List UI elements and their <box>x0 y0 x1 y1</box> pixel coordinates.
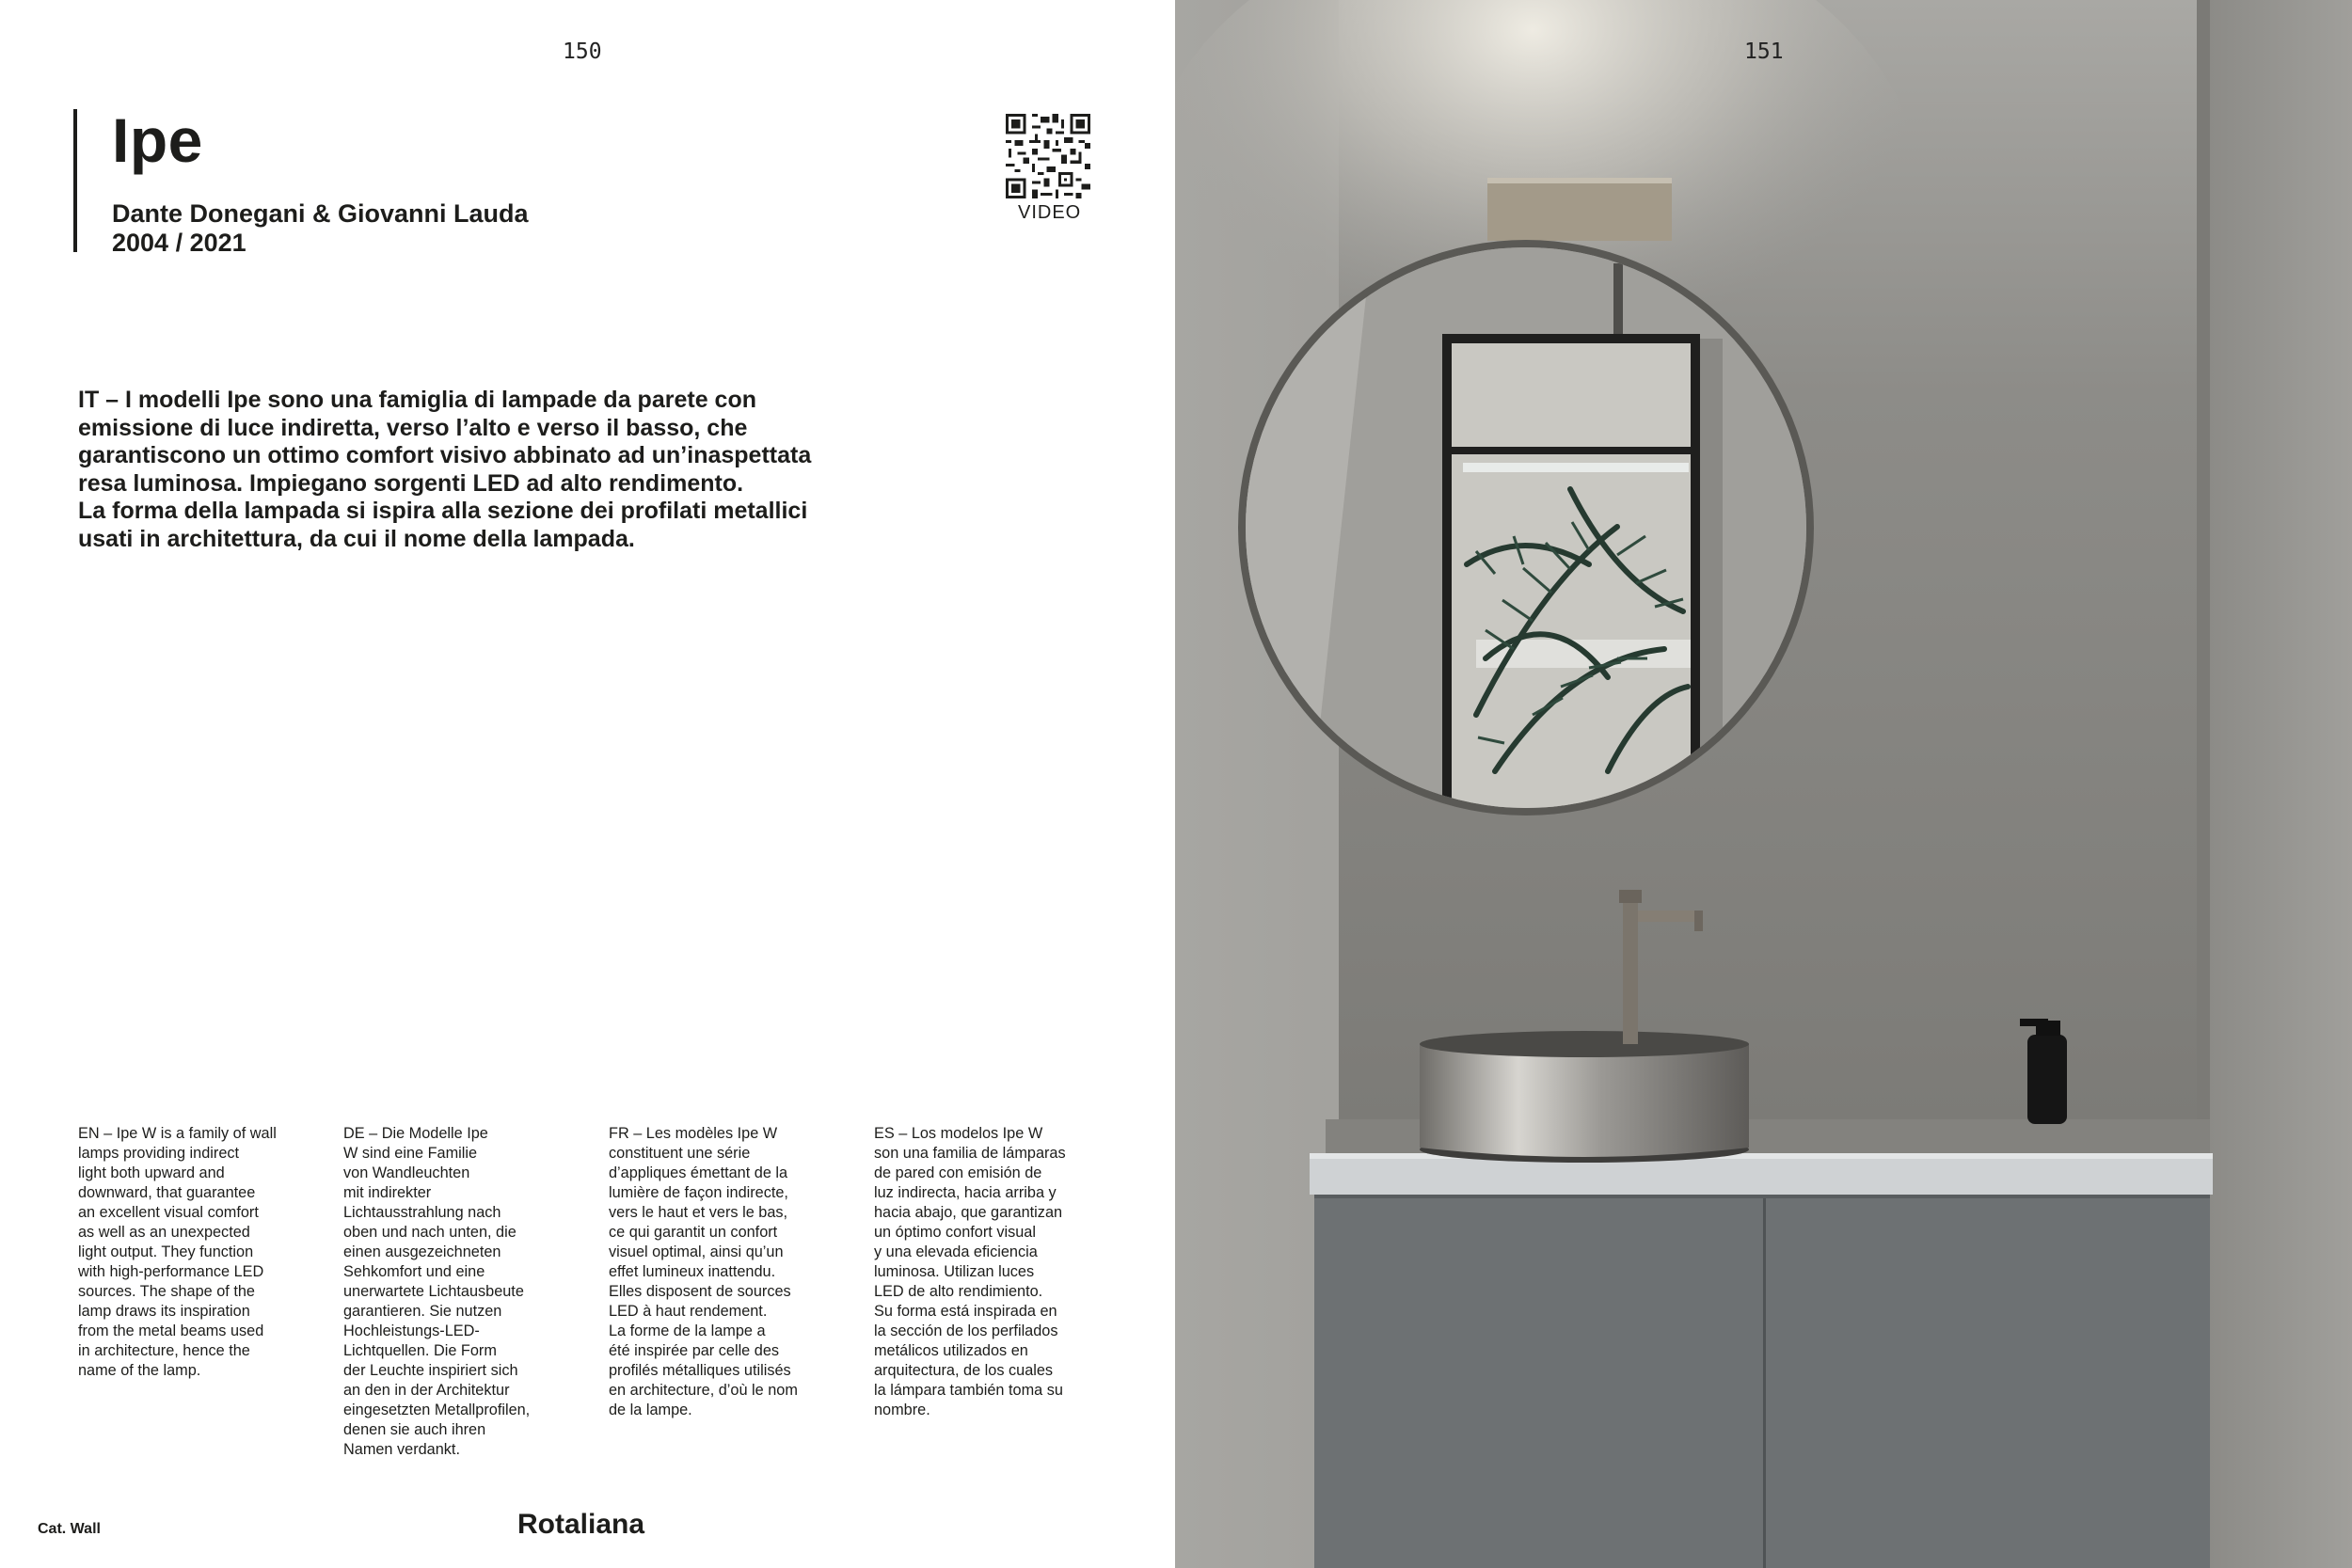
column-line: Lichtausstrahlung nach <box>343 1204 501 1221</box>
column-line: downward, that guarantee <box>78 1184 256 1201</box>
designer-block <box>112 199 529 258</box>
text-column-de <box>343 1124 569 1460</box>
column-line: nombre. <box>874 1402 930 1418</box>
intro-it <box>78 387 887 553</box>
column-line: W sind eine Familie <box>343 1145 478 1162</box>
column-line: d’appliques émettant de la <box>609 1164 788 1181</box>
column-line: Su forma está inspirada en <box>874 1303 1057 1320</box>
column-line: name of the lamp. <box>78 1362 201 1379</box>
column-line: Sehkomfort und eine <box>343 1263 485 1280</box>
text-column-es <box>874 1124 1100 1420</box>
column-line: LED à haut rendement. <box>609 1303 768 1320</box>
column-line: Namen verdankt. <box>343 1441 460 1458</box>
qr-code-icon[interactable] <box>1006 114 1090 198</box>
column-line: from the metal beams used <box>78 1323 264 1339</box>
column-line: der Leuchte inspiriert sich <box>343 1362 518 1379</box>
column-line: lamp draws its inspiration <box>78 1303 250 1320</box>
column-line: profilés métalliques utilisés <box>609 1362 791 1379</box>
page-number-left: 150 <box>563 40 602 64</box>
column-line: effet lumineux inattendu. <box>609 1263 776 1280</box>
page-number-right: 151 <box>1744 40 1784 64</box>
column-line: vers le haut et vers le bas, <box>609 1204 788 1221</box>
footer-category: Cat. Wall <box>38 1521 101 1537</box>
column-line: EN – Ipe W is a family of wall <box>78 1125 277 1142</box>
column-line: von Wandleuchten <box>343 1164 470 1181</box>
column-line: as well as an unexpected <box>78 1224 250 1241</box>
column-line: un óptimo confort visual <box>874 1224 1036 1241</box>
text-column-fr <box>609 1124 834 1420</box>
column-line: luz indirecta, hacia arriba y <box>874 1184 1057 1201</box>
product-title: Ipe <box>112 105 203 175</box>
intro-line: usati in architettura, da cui il nome della lampada. <box>78 525 635 552</box>
intro-line: garantiscono un ottimo comfort visivo abbinato ad un’inaspettata <box>78 442 812 468</box>
bathroom-photo <box>1175 0 2352 1568</box>
column-line: lumière de façon indirecte, <box>609 1184 788 1201</box>
column-line: Lichtquellen. Die Form <box>343 1342 497 1359</box>
column-line: arquitectura, de los cuales <box>874 1362 1054 1379</box>
column-line: constituent une série <box>609 1145 751 1162</box>
intro-line: emissione di luce indiretta, verso l’alto e verso il basso, che <box>78 414 748 441</box>
column-line: la lámpara también toma su <box>874 1382 1063 1399</box>
column-line: en architecture, d’où le nom <box>609 1382 798 1399</box>
column-line: light both upward and <box>78 1164 225 1181</box>
column-line: visuel optimal, ainsi qu’un <box>609 1243 784 1260</box>
column-line: luminosa. Utilizan luces <box>874 1263 1035 1280</box>
column-line: unerwartete Lichtausbeute <box>343 1283 524 1300</box>
column-line: sources. The shape of the <box>78 1283 255 1300</box>
column-line: Elles disposent de sources <box>609 1283 791 1300</box>
years: 2004 / 2021 <box>112 229 246 257</box>
column-line: oben und nach unten, die <box>343 1224 516 1241</box>
column-line: an den in der Architektur <box>343 1382 510 1399</box>
column-line: DE – Die Modelle Ipe <box>343 1125 488 1142</box>
column-line: lamps providing indirect <box>78 1145 240 1162</box>
footer-brand: Rotaliana <box>517 1509 645 1540</box>
column-line: an excellent visual comfort <box>78 1204 259 1221</box>
column-line: la sección de los perfilados <box>874 1323 1058 1339</box>
left-page <box>0 0 1175 1568</box>
intro-line: La forma della lampada si ispira alla sezione dei profilati metallici <box>78 498 808 524</box>
column-line: with high-performance LED <box>78 1263 264 1280</box>
intro-line: IT – I modelli Ipe sono una famiglia di lampade da parete con <box>78 387 756 413</box>
column-line: mit indirekter <box>343 1184 432 1201</box>
column-line: y una elevada eficiencia <box>874 1243 1038 1260</box>
column-line: Hochleistungs-LED- <box>343 1323 480 1339</box>
right-page <box>1175 0 2352 1568</box>
column-line: été inspirée par celle des <box>609 1342 780 1359</box>
designers: Dante Donegani & Giovanni Lauda <box>112 199 529 228</box>
column-line: FR – Les modèles Ipe W <box>609 1125 778 1142</box>
column-line: son una familia de lámparas <box>874 1145 1066 1162</box>
text-column-en <box>78 1124 304 1381</box>
intro-line: resa luminosa. Impiegano sorgenti LED ad alto rendimento. <box>78 469 744 497</box>
column-line: LED de alto rendimiento. <box>874 1283 1043 1300</box>
column-line: in architecture, hence the <box>78 1342 250 1359</box>
column-line: hacia abajo, que garantizan <box>874 1204 1063 1221</box>
column-line: ES – Los modelos Ipe W <box>874 1125 1043 1142</box>
column-line: light output. They function <box>78 1243 254 1260</box>
title-accent-bar <box>73 109 77 252</box>
column-line: ce qui garantit un confort <box>609 1224 778 1241</box>
video-label[interactable]: VIDEO <box>1018 202 1082 223</box>
column-line: denen sie auch ihren <box>343 1421 486 1438</box>
column-line: metálicos utilizados en <box>874 1342 1028 1359</box>
column-line: eingesetzten Metallprofilen, <box>343 1402 531 1418</box>
column-line: de la lampe. <box>609 1402 692 1418</box>
column-line: garantieren. Sie nutzen <box>343 1303 502 1320</box>
column-line: einen ausgezeichneten <box>343 1243 501 1260</box>
column-line: de pared con emisión de <box>874 1164 1042 1181</box>
column-line: La forme de la lampe a <box>609 1323 766 1339</box>
